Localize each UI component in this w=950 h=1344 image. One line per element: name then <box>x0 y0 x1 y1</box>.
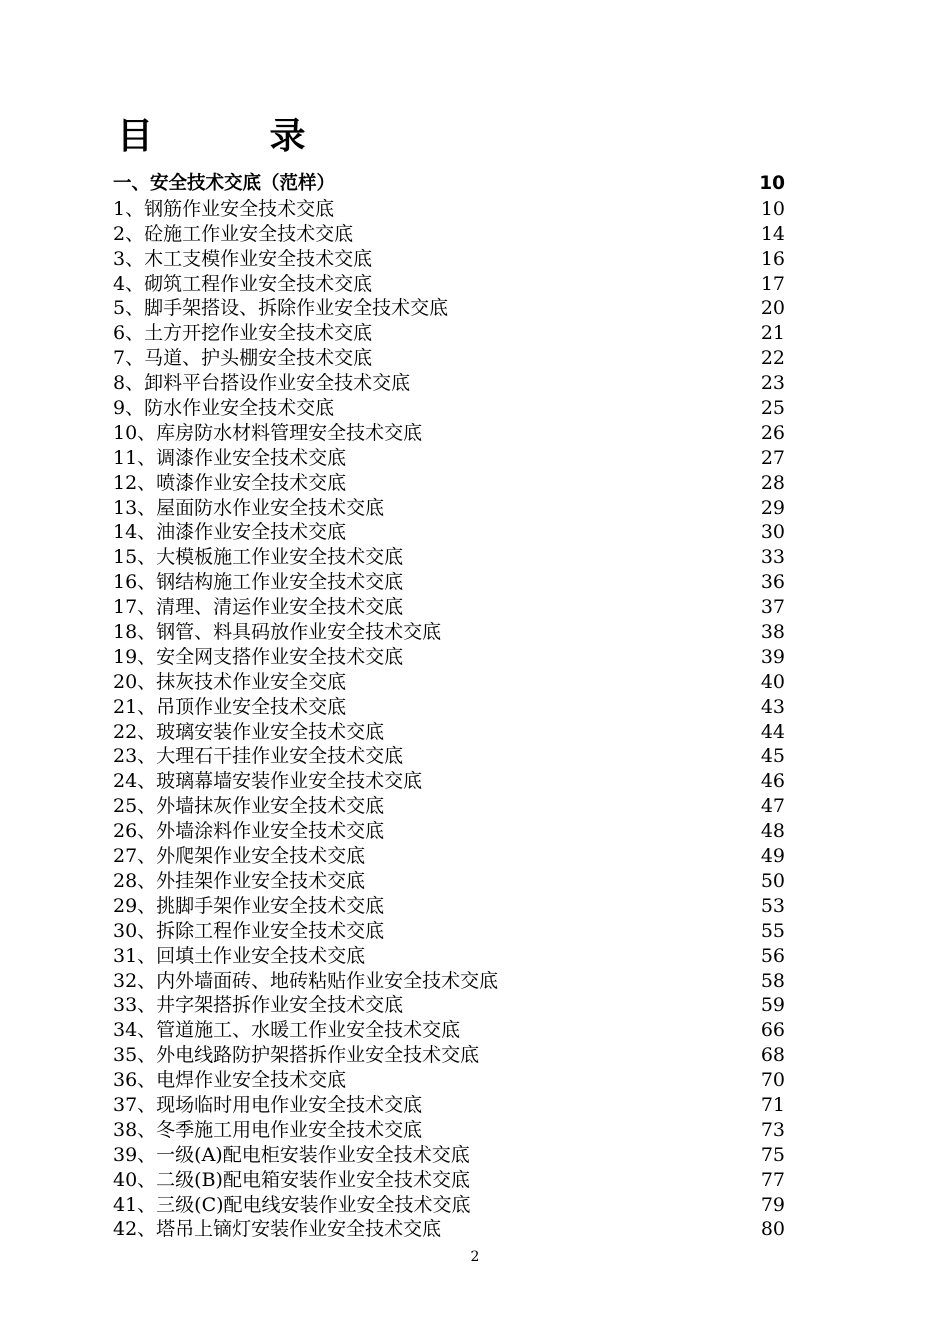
toc-entry-page: 71 <box>760 1093 785 1116</box>
toc-entry-label: 36、电焊作业安全技术交底 <box>113 1069 347 1092</box>
toc-entry[interactable] <box>113 197 785 222</box>
toc-entry-page: 47 <box>760 795 785 818</box>
toc-entry[interactable] <box>113 396 785 421</box>
toc-entry-label: 42、塔吊上镝灯安装作业安全技术交底 <box>113 1218 442 1241</box>
toc-entry-page: 28 <box>760 471 785 494</box>
toc-entry-page: 56 <box>760 944 785 967</box>
toc-entry[interactable] <box>113 545 785 570</box>
toc-entry[interactable] <box>113 844 785 869</box>
toc-entry[interactable] <box>113 471 785 496</box>
toc-section-heading[interactable] <box>113 172 785 197</box>
toc-entry-label: 29、挑脚手架作业安全技术交底 <box>113 894 385 917</box>
toc-entry-label: 7、马道、护头棚安全技术交底 <box>113 347 373 370</box>
toc-entry-label: 2、砼施工作业安全技术交底 <box>113 222 354 245</box>
toc-entry[interactable] <box>113 744 785 769</box>
toc-entry-page: 70 <box>760 1069 785 1092</box>
toc-entry-label: 5、脚手架搭设、拆除作业安全技术交底 <box>113 297 449 320</box>
toc-entry-page: 50 <box>760 869 785 892</box>
table-of-contents <box>113 172 785 1242</box>
toc-entry-label: 11、调漆作业安全技术交底 <box>113 446 347 469</box>
toc-entry[interactable] <box>113 720 785 745</box>
toc-entry-label: 23、大理石干挂作业安全技术交底 <box>113 745 404 768</box>
toc-entry-page: 44 <box>760 720 785 743</box>
toc-entry-page: 55 <box>760 919 785 942</box>
toc-entry-page: 58 <box>760 969 785 992</box>
toc-entry[interactable] <box>113 794 785 819</box>
toc-entry-label: 39、一级(A)配电柜安装作业安全技术交底 <box>113 1143 470 1166</box>
toc-entry-label: 16、钢结构施工作业安全技术交底 <box>113 571 404 594</box>
toc-entry-label: 32、内外墙面砖、地砖粘贴作业安全技术交底 <box>113 969 499 992</box>
toc-entry[interactable] <box>113 1043 785 1068</box>
toc-entry-page: 26 <box>760 421 785 444</box>
toc-entry-page: 46 <box>760 770 785 793</box>
toc-entry-label: 31、回填土作业安全技术交底 <box>113 944 366 967</box>
toc-entry-label: 20、抹灰技术作业安全交底 <box>113 670 347 693</box>
toc-entry-page: 17 <box>760 272 785 295</box>
toc-entry-page: 33 <box>760 546 785 569</box>
toc-entry-page: 53 <box>760 894 785 917</box>
toc-entry-page: 39 <box>760 645 785 668</box>
toc-entry-label: 1、钢筋作业安全技术交底 <box>113 197 335 220</box>
toc-entry-label: 13、屋面防水作业安全技术交底 <box>113 496 385 519</box>
toc-entry[interactable] <box>113 869 785 894</box>
toc-entry-page: 14 <box>760 222 785 245</box>
toc-entry-page: 48 <box>760 820 785 843</box>
toc-entry[interactable] <box>113 944 785 969</box>
toc-entry-label: 24、玻璃幕墙安装作业安全技术交底 <box>113 770 423 793</box>
toc-entry-page: 38 <box>760 621 785 644</box>
toc-entry[interactable] <box>113 993 785 1018</box>
toc-entry-label: 22、玻璃安装作业安全技术交底 <box>113 720 385 743</box>
toc-entry[interactable] <box>113 371 785 396</box>
toc-entry-page: 20 <box>760 297 785 320</box>
toc-entry[interactable] <box>113 247 785 272</box>
toc-entry-page: 10 <box>760 197 785 220</box>
toc-entry-page: 22 <box>760 347 785 370</box>
page-title: 目 录 <box>117 116 358 157</box>
toc-entry[interactable] <box>113 695 785 720</box>
toc-entry-label: 25、外墙抹灰作业安全技术交底 <box>113 795 385 818</box>
toc-entry-page: 37 <box>760 596 785 619</box>
toc-entry-label: 10、库房防水材料管理安全技术交底 <box>113 421 423 444</box>
toc-entry[interactable] <box>113 496 785 521</box>
toc-entry[interactable] <box>113 645 785 670</box>
toc-entry-label: 17、清理、清运作业安全技术交底 <box>113 596 404 619</box>
toc-entry[interactable] <box>113 1093 785 1118</box>
toc-entry-label: 一、安全技术交底（范样） <box>113 173 336 194</box>
toc-entry-page: 36 <box>760 571 785 594</box>
toc-entry-page: 40 <box>760 670 785 693</box>
toc-entry[interactable] <box>113 1217 785 1242</box>
toc-entry-page: 27 <box>760 446 785 469</box>
toc-entry[interactable] <box>113 1018 785 1043</box>
toc-entry-page: 49 <box>760 845 785 868</box>
toc-entry[interactable] <box>113 919 785 944</box>
toc-entry-page: 66 <box>760 1019 785 1042</box>
toc-entry[interactable] <box>113 222 785 247</box>
toc-entry-page: 21 <box>760 322 785 345</box>
toc-entry[interactable] <box>113 1193 785 1218</box>
toc-entry-label: 33、井字架搭拆作业安全技术交底 <box>113 994 404 1017</box>
toc-entry[interactable] <box>113 1068 785 1093</box>
toc-entry-label: 3、木工支模作业安全技术交底 <box>113 247 373 270</box>
toc-entry[interactable] <box>113 670 785 695</box>
toc-entry-page: 30 <box>760 521 785 544</box>
toc-entry-label: 37、现场临时用电作业安全技术交底 <box>113 1093 423 1116</box>
toc-entry-page: 59 <box>760 994 785 1017</box>
toc-entry-page: 23 <box>760 372 785 395</box>
toc-entry-page: 45 <box>760 745 785 768</box>
toc-entry-label: 41、三级(C)配电线安装作业安全技术交底 <box>113 1193 471 1216</box>
toc-entry-label: 27、外爬架作业安全技术交底 <box>113 845 366 868</box>
toc-entry-label: 30、拆除工程作业安全技术交底 <box>113 919 385 942</box>
toc-entry-page: 29 <box>760 496 785 519</box>
toc-entry-page: 75 <box>760 1143 785 1166</box>
page-number: 2 <box>470 1249 480 1265</box>
toc-entry-label: 19、安全网支搭作业安全技术交底 <box>113 645 404 668</box>
toc-entry[interactable] <box>113 272 785 297</box>
toc-entry[interactable] <box>113 1118 785 1143</box>
toc-entry-label: 4、砌筑工程作业安全技术交底 <box>113 272 373 295</box>
toc-entry-label: 15、大模板施工作业安全技术交底 <box>113 546 404 569</box>
toc-entry[interactable] <box>113 595 785 620</box>
toc-entry-page: 25 <box>760 397 785 420</box>
toc-entry[interactable] <box>113 620 785 645</box>
toc-entry[interactable] <box>113 520 785 545</box>
toc-entry-page: 77 <box>760 1168 785 1191</box>
toc-entry[interactable] <box>113 446 785 471</box>
toc-entry-label: 26、外墙涂料作业安全技术交底 <box>113 820 385 843</box>
toc-entry[interactable] <box>113 1168 785 1193</box>
toc-entry-page: 10 <box>759 173 785 194</box>
toc-entry-label: 9、防水作业安全技术交底 <box>113 397 335 420</box>
toc-entry[interactable] <box>113 570 785 595</box>
toc-entry[interactable] <box>113 819 785 844</box>
toc-entry-label: 35、外电线路防护架搭拆作业安全技术交底 <box>113 1044 480 1067</box>
toc-entry[interactable] <box>113 421 785 446</box>
toc-entry-page: 43 <box>760 695 785 718</box>
toc-entry-label: 40、二级(B)配电箱安装作业安全技术交底 <box>113 1168 470 1191</box>
toc-entry-label: 6、土方开挖作业安全技术交底 <box>113 322 373 345</box>
toc-entry-label: 28、外挂架作业安全技术交底 <box>113 869 366 892</box>
toc-entry-label: 12、喷漆作业安全技术交底 <box>113 471 347 494</box>
toc-entry-page: 79 <box>760 1193 785 1216</box>
toc-entry[interactable] <box>113 969 785 994</box>
toc-entry-label: 18、钢管、料具码放作业安全技术交底 <box>113 621 442 644</box>
toc-entry-label: 21、吊顶作业安全技术交底 <box>113 695 347 718</box>
toc-entry[interactable] <box>113 321 785 346</box>
toc-entry-page: 16 <box>760 247 785 270</box>
toc-entry[interactable] <box>113 769 785 794</box>
toc-entry-page: 68 <box>760 1044 785 1067</box>
toc-entry-label: 8、卸料平台搭设作业安全技术交底 <box>113 372 411 395</box>
toc-entry-label: 34、管道施工、水暖工作业安全技术交底 <box>113 1019 461 1042</box>
toc-entry-page: 73 <box>760 1118 785 1141</box>
toc-entry[interactable] <box>113 1143 785 1168</box>
toc-entry-page: 80 <box>760 1218 785 1241</box>
toc-entry-label: 14、油漆作业安全技术交底 <box>113 521 347 544</box>
toc-entry-label: 38、冬季施工用电作业安全技术交底 <box>113 1118 423 1141</box>
toc-entry[interactable] <box>113 296 785 321</box>
toc-entry[interactable] <box>113 894 785 919</box>
toc-entry[interactable] <box>113 346 785 371</box>
